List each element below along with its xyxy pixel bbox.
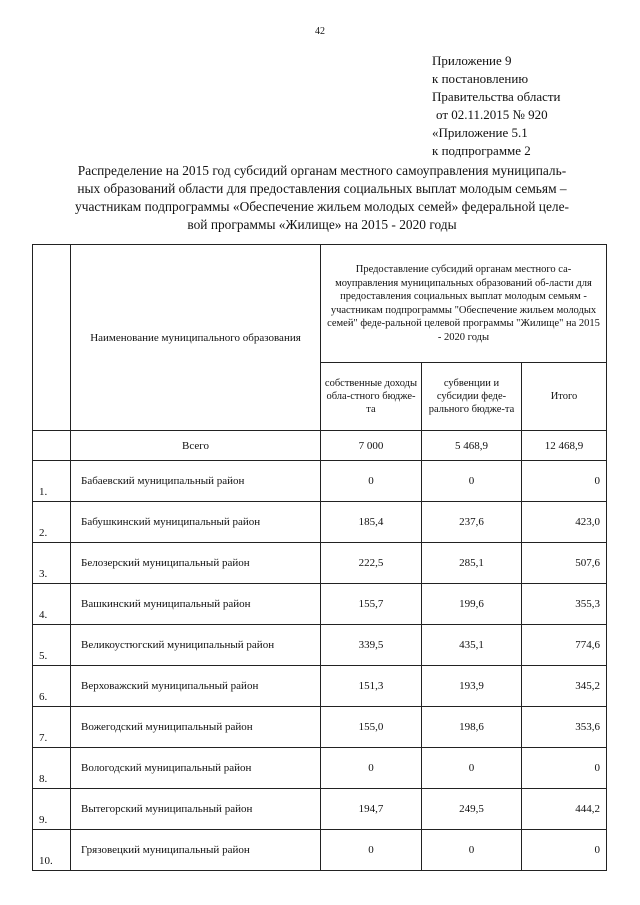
table-row <box>33 789 607 830</box>
row-municipality: Великоустюгский муниципальный район <box>71 625 321 666</box>
row-federal: 0 <box>422 748 522 789</box>
row-index: 9. <box>33 789 71 830</box>
total-own: 7 000 <box>321 431 422 461</box>
table-total-row <box>33 431 607 461</box>
row-own: 0 <box>321 461 422 502</box>
header-total: Итого <box>522 363 607 431</box>
table-row <box>33 748 607 789</box>
row-index: 3. <box>33 543 71 584</box>
appendix-line: к постановлению <box>432 71 529 86</box>
appendix-line: от 02.11.2015 № 920 <box>436 107 548 122</box>
total-sum: 12 468,9 <box>522 431 607 461</box>
appendix-block <box>432 52 632 160</box>
table-row <box>33 584 607 625</box>
table-row <box>33 707 607 748</box>
row-total: 0 <box>522 748 607 789</box>
table-row <box>33 625 607 666</box>
header-own-budget: собственные доходы обла-стного бюдже-та <box>321 363 422 431</box>
row-own: 155,0 <box>321 707 422 748</box>
row-index: 4. <box>33 584 71 625</box>
row-federal: 435,1 <box>422 625 522 666</box>
row-total: 353,6 <box>522 707 607 748</box>
row-index: 7. <box>33 707 71 748</box>
row-federal: 0 <box>422 461 522 502</box>
table-row <box>33 830 607 871</box>
row-own: 151,3 <box>321 666 422 707</box>
table-header-row <box>33 245 607 363</box>
row-index: 1. <box>33 461 71 502</box>
row-municipality: Грязовецкий муниципальный район <box>71 830 321 871</box>
header-municipality: Наименование муниципального образования <box>71 245 321 431</box>
row-own: 222,5 <box>321 543 422 584</box>
row-federal: 285,1 <box>422 543 522 584</box>
row-total: 507,6 <box>522 543 607 584</box>
row-federal: 249,5 <box>422 789 522 830</box>
row-municipality: Вожегодский муниципальный район <box>71 707 321 748</box>
row-municipality: Бабаевский муниципальный район <box>71 461 321 502</box>
row-total: 0 <box>522 461 607 502</box>
total-federal: 5 468,9 <box>422 431 522 461</box>
row-own: 0 <box>321 830 422 871</box>
title-line: вой программы «Жилище» на 2015 - 2020 годы <box>187 217 457 232</box>
page-number: 42 <box>315 26 325 37</box>
row-total: 444,2 <box>522 789 607 830</box>
row-municipality: Вологодский муниципальный район <box>71 748 321 789</box>
row-federal: 193,9 <box>422 666 522 707</box>
row-total: 774,6 <box>522 625 607 666</box>
row-index: 5. <box>33 625 71 666</box>
row-federal: 198,6 <box>422 707 522 748</box>
row-own: 185,4 <box>321 502 422 543</box>
row-own: 0 <box>321 748 422 789</box>
row-municipality: Вашкинский муниципальный район <box>71 584 321 625</box>
row-total: 355,3 <box>522 584 607 625</box>
row-federal: 199,6 <box>422 584 522 625</box>
table-row <box>33 666 607 707</box>
table-row <box>33 461 607 502</box>
row-total: 0 <box>522 830 607 871</box>
header-subsidy-group: Предоставление субсидий органам местного са-моуправления муниципальных образований об-ласти для предоставления социальных выплат молодым семьям - участникам подпрограммы "Обеспечение жильем молодых семей" феде-ральной целевой программы "Жилище" на 2015 - 2020 годы <box>321 245 607 363</box>
total-label: Всего <box>71 431 321 461</box>
row-municipality: Верховажский муниципальный район <box>71 666 321 707</box>
title-line: ных образований области для предоставления социальных выплат молодым семьям – <box>77 181 567 196</box>
document-title <box>26 162 618 234</box>
title-line: участникам подпрограммы «Обеспечение жильем молодых семей» федеральной целе- <box>75 199 569 214</box>
row-municipality: Бабушкинский муниципальный район <box>71 502 321 543</box>
appendix-line: Приложение 9 <box>432 53 512 68</box>
row-own: 194,7 <box>321 789 422 830</box>
row-total: 345,2 <box>522 666 607 707</box>
row-federal: 237,6 <box>422 502 522 543</box>
subsidy-table <box>32 244 607 871</box>
row-own: 155,7 <box>321 584 422 625</box>
table-row <box>33 502 607 543</box>
row-municipality: Вытегорский муниципальный район <box>71 789 321 830</box>
row-index: 8. <box>33 748 71 789</box>
row-index: 2. <box>33 502 71 543</box>
row-index: 6. <box>33 666 71 707</box>
row-municipality: Белозерский муниципальный район <box>71 543 321 584</box>
appendix-line: «Приложение 5.1 <box>432 125 528 140</box>
appendix-line: Правительства области <box>432 89 561 104</box>
row-federal: 0 <box>422 830 522 871</box>
header-federal-budget: субвенции и субсидии феде-рального бюдже-та <box>422 363 522 431</box>
appendix-line: к подпрограмме 2 <box>432 143 531 158</box>
row-total: 423,0 <box>522 502 607 543</box>
row-index: 10. <box>33 830 71 871</box>
title-line: Распределение на 2015 год субсидий органам местного самоуправления муниципаль- <box>77 163 567 178</box>
row-own: 339,5 <box>321 625 422 666</box>
table-row <box>33 543 607 584</box>
